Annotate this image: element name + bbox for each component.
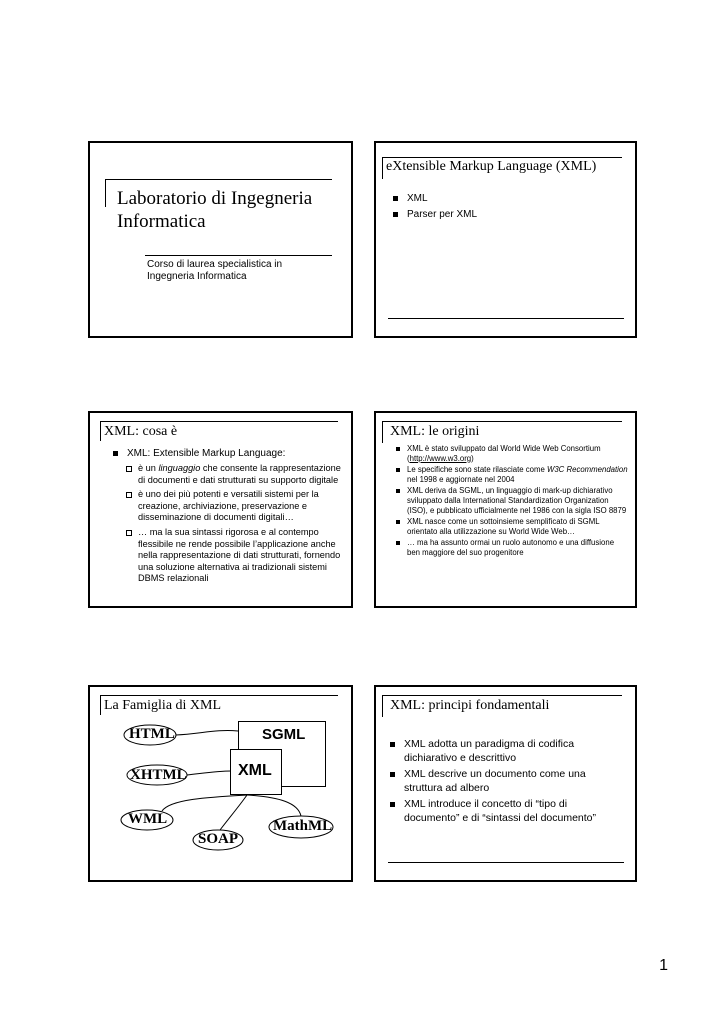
title-top-rule <box>100 421 338 422</box>
slide-6-title: XML: principi fondamentali <box>390 698 550 713</box>
node-mathml: MathML <box>273 818 333 834</box>
title-side-rule <box>382 695 383 717</box>
slide-6-bullets <box>390 737 622 825</box>
list-item: XML <box>393 191 477 207</box>
list-item: … ma la sua sintassi rigorosa e al contempo flessibile ne rende possibile l’applicazione anche nella rappresentazione di dati strutturati, fornendo una soluzione alternativa ai tradizionali sistemi DBMS relazionali <box>126 527 345 585</box>
slide-4-bullets <box>396 444 628 558</box>
node-xml: XML <box>238 762 272 779</box>
node-xhtml: XHTML <box>130 767 187 783</box>
list-item: XML adotta un paradigma di codifica dichiarativo e descrittivo <box>390 737 622 765</box>
node-html: HTML <box>129 726 175 742</box>
node-sgml: SGML <box>262 726 306 743</box>
slide-2-bullets <box>393 191 477 223</box>
slide-1 <box>88 141 353 338</box>
list-item: è un linguaggio che consente la rappresentazione di documenti e dati strutturati su supporto digitale <box>126 463 345 486</box>
list-item: Le specifiche sono state rilasciate come W3C Recommendation nel 1998 e aggiornate nel 2004 <box>396 465 628 484</box>
title-side-rule <box>105 179 106 207</box>
slide-3-body <box>113 447 345 585</box>
page-number: 1 <box>659 957 668 974</box>
slide-4 <box>374 411 637 608</box>
footer-rule <box>388 318 624 319</box>
slide-6 <box>374 685 637 882</box>
title-top-rule <box>382 695 622 696</box>
slide-3-title: XML: cosa è <box>104 424 178 439</box>
list-item: XML introduce il concetto di “tipo di documento” e di “sintassi del documento” <box>390 797 622 825</box>
node-soap: SOAP <box>198 831 239 847</box>
title-top-rule <box>105 179 332 180</box>
title-side-rule <box>100 421 101 441</box>
subtitle-rule <box>145 255 332 256</box>
slide-1-subtitle: Corso di laurea specialistica in Ingegneria Informatica <box>147 259 283 282</box>
slide-3 <box>88 411 353 608</box>
slide-5 <box>88 685 353 882</box>
slide-4-title: XML: le origini <box>390 424 480 439</box>
title-side-rule <box>382 157 383 179</box>
title-side-rule <box>382 421 383 443</box>
list-item: Parser per XML <box>393 207 477 223</box>
footer-rule <box>388 862 624 863</box>
list-item: … ma ha assunto ormai un ruolo autonomo e una diffusione ben maggiore del suo progenitore <box>396 538 628 557</box>
list-item: XML descrive un documento come una struttura ad albero <box>390 767 622 795</box>
list-item: XML deriva da SGML, un linguaggio di mark-up dichiarativo sviluppato dalla International Standardization Organization (ISO), e pubblicato ufficialmente nel 1986 con la sigla ISO 8879 <box>396 486 628 515</box>
slide-1-title: Laboratorio di Ingegneria Informatica <box>117 188 313 232</box>
node-wml: WML <box>128 811 168 827</box>
w3c-link[interactable]: http://www.w3.org <box>409 453 472 463</box>
list-item: XML nasce come un sottoinsieme semplificato di SGML orientato alla utilizzazione su World Wide Web… <box>396 517 628 536</box>
list-item: è uno dei più potenti e versatili sistemi per la creazione, archiviazione, preservazione e disseminazione di documenti digitali… <box>126 489 345 524</box>
slide-5-title: La Famiglia di XML <box>104 698 222 713</box>
slide-2 <box>374 141 637 338</box>
slide-2-title: eXtensible Markup Language (XML) <box>386 159 597 174</box>
title-top-rule <box>382 421 622 422</box>
title-top-rule <box>382 157 622 158</box>
list-item: XML: Extensible Markup Language: <box>113 447 345 460</box>
list-item: XML è stato sviluppato dal World Wide Web Consortium (http://www.w3.org) <box>396 444 628 463</box>
